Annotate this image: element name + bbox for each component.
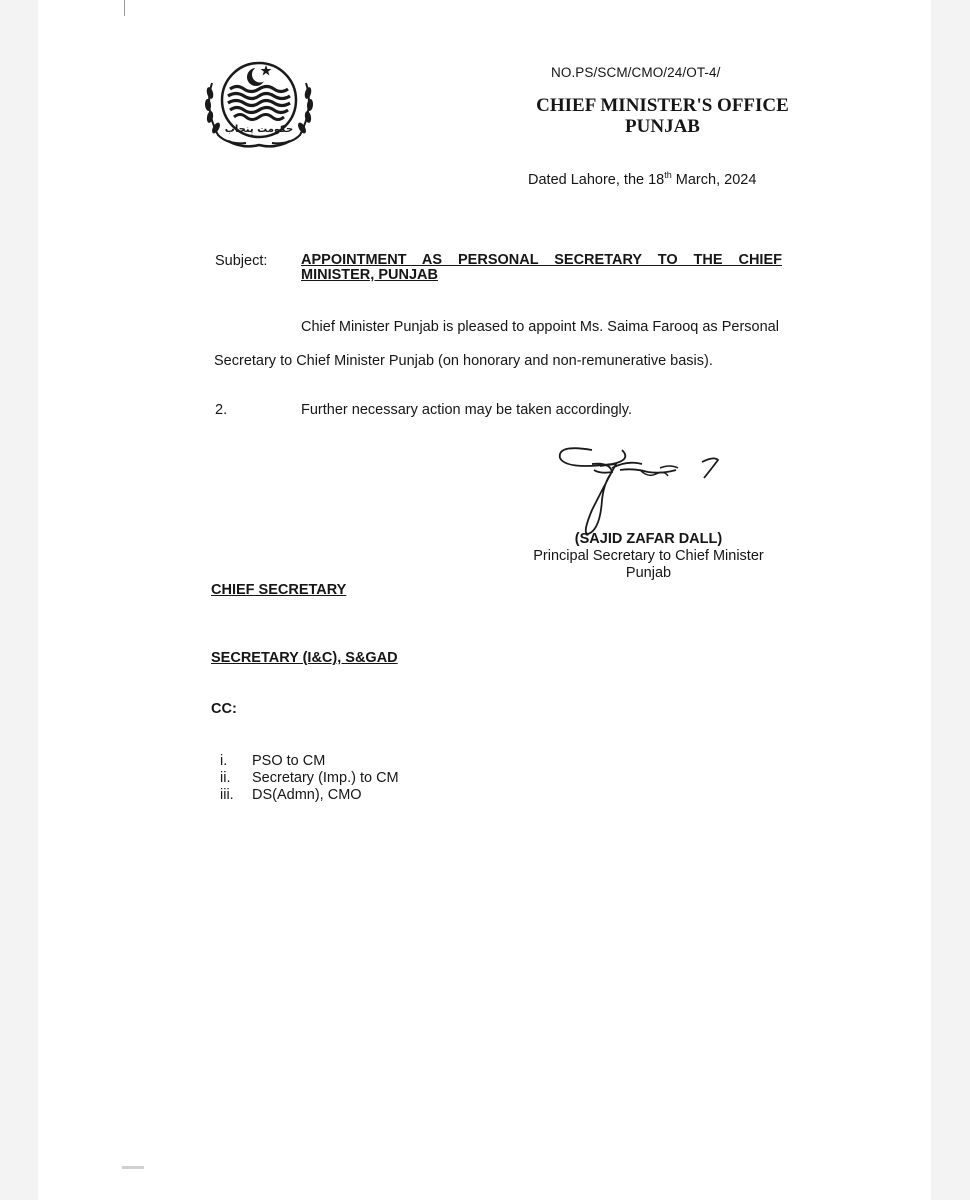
scan-artifact [122,1166,144,1169]
cc-recipient: DS(Admn), CMO [252,787,362,803]
addressee-chief-secretary: CHIEF SECRETARY [211,582,347,598]
scan-artifact [124,0,125,16]
signatory-name: (SAJID ZAFAR DALL) [574,531,723,547]
cc-number: i. [220,753,228,769]
paragraph-2-number: 2. [215,402,228,418]
office-heading [520,95,805,137]
signatory-place: Punjab [625,565,672,581]
svg-text:حکومت پنجاب: حکومت پنجاب [224,124,294,135]
date-prefix: Dated Lahore, the 18 [528,172,665,188]
cc-recipient: Secretary (Imp.) to CM [252,770,399,786]
paragraph-1-line-1: Chief Minister Punjab is pleased to appoint Ms. Saima Farooq as Personal [301,319,779,335]
signatory-title: Principal Secretary to Chief Minister [533,548,764,564]
office-name: CHIEF MINISTER'S OFFICE [536,95,789,116]
date-suffix: March, 2024 [671,172,757,188]
reference-number: NO.PS/SCM/CMO/24/OT-4/ [551,65,721,80]
subject-title: APPOINTMENT AS PERSONAL SECRETARY TO THE CHIEF MINISTER, PUNJAB [301,252,782,283]
subject-label: Subject: [215,253,268,269]
cc-number: ii. [220,770,231,786]
government-of-punjab-emblem-icon [198,53,320,158]
letter-date [528,170,756,188]
signatory-block [530,531,767,582]
handwritten-signature-icon [552,430,732,545]
date-ordinal: th [664,170,672,180]
cc-label: CC: [211,701,237,717]
cc-number: iii. [220,787,234,803]
addressee-secretary-sgad: SECRETARY (I&C), S&GAD [211,650,398,666]
cc-recipient: PSO to CM [252,753,326,769]
subject-text [301,253,782,283]
paragraph-2-text: Further necessary action may be taken accordingly. [301,402,632,418]
letter-sheet [38,0,931,1200]
paragraph-1-line-2: Secretary to Chief Minister Punjab (on honorary and non-remunerative basis). [214,353,713,369]
office-province: PUNJAB [625,116,700,137]
